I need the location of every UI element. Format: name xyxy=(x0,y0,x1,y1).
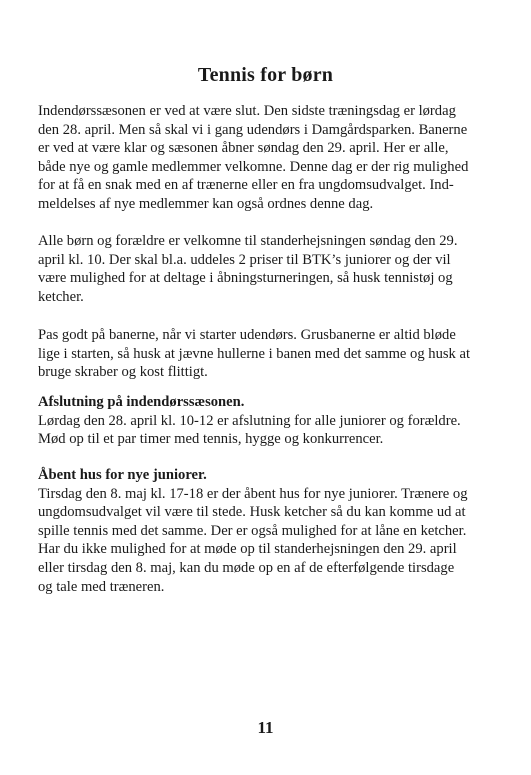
text-line: er ved at være klar og sæsonen åbner søndag den 29. april. Her er alle, xyxy=(38,140,449,157)
page-title: Tennis for børn xyxy=(197,64,334,86)
section-heading: Åbent hus for nye juniorer. xyxy=(38,467,207,483)
text-line: Indendørssæsonen er ved at være slut. Den sidste træningsdag er lørdag xyxy=(38,103,456,119)
text-line: være mulighed for at deltage i åbningsturneringen, så husk tennistøj og xyxy=(38,270,453,287)
text-line: Tirsdag den 8. maj kl. 17-18 er der åbent hus for nye juniorer. Trænere og xyxy=(38,485,468,502)
paragraph-flag-raising xyxy=(38,232,508,306)
text-line: og tale med træneren. xyxy=(38,578,165,595)
text-line: Mød op til et par timer med tennis, hygge og konkurrencer. xyxy=(38,431,384,448)
text-line: både nye og gamle medlemmer velkomne. Denne dag er der rig mulighed xyxy=(38,158,469,175)
text-line: lige i starten, så husk at jævne hullerne i banen med det samme og husk at xyxy=(38,345,471,362)
page-number: 11 xyxy=(257,718,274,737)
paragraph-court-care xyxy=(38,326,508,382)
text-line: spille tennis med det samme. Der er også mulighed for at låne en ketcher. xyxy=(38,522,467,539)
text-line: Lørdag den 28. april kl. 10-12 er afslutning for alle juniorer og forældre. xyxy=(38,412,461,429)
section-open-house xyxy=(38,466,508,596)
text-line: meldelses af nye medlemmer kan også ordnes denne dag. xyxy=(38,195,374,212)
text-line: ungdomsudvalget vil være til stede. Husk ketcher så du kan komme ud at xyxy=(38,504,466,521)
section-heading: Afslutning på indendørssæsonen. xyxy=(38,394,245,410)
text-line: april kl. 10. Der skal bl.a. uddeles 2 priser til BTK’s juniorer og der vil xyxy=(38,251,451,268)
paragraph-season-end xyxy=(38,102,508,214)
text-line: Har du ikke mulighed for at møde op til standerhejsningen den 29. april xyxy=(38,541,457,558)
text-line: for at få en snak med en af trænerne eller en fra ungdomsudvalget. Ind- xyxy=(38,177,454,194)
section-indoor-season-closing xyxy=(38,393,508,449)
text-line: bruge skraber og kost flittigt. xyxy=(38,364,208,381)
text-line: ketcher. xyxy=(38,288,84,305)
text-line: eller tirsdag den 8. maj, kan du møde op en af de efterfølgende tirsdage xyxy=(38,559,455,576)
text-line: Pas godt på banerne, når vi starter udendørs. Grusbanerne er altid bløde xyxy=(38,327,456,343)
text-line: Alle børn og forældre er velkomne til standerhejsningen søndag den 29. xyxy=(38,233,458,249)
text-line: den 28. april. Men så skal vi i gang udendørs i Damgårdsparken. Banerne xyxy=(38,121,468,138)
